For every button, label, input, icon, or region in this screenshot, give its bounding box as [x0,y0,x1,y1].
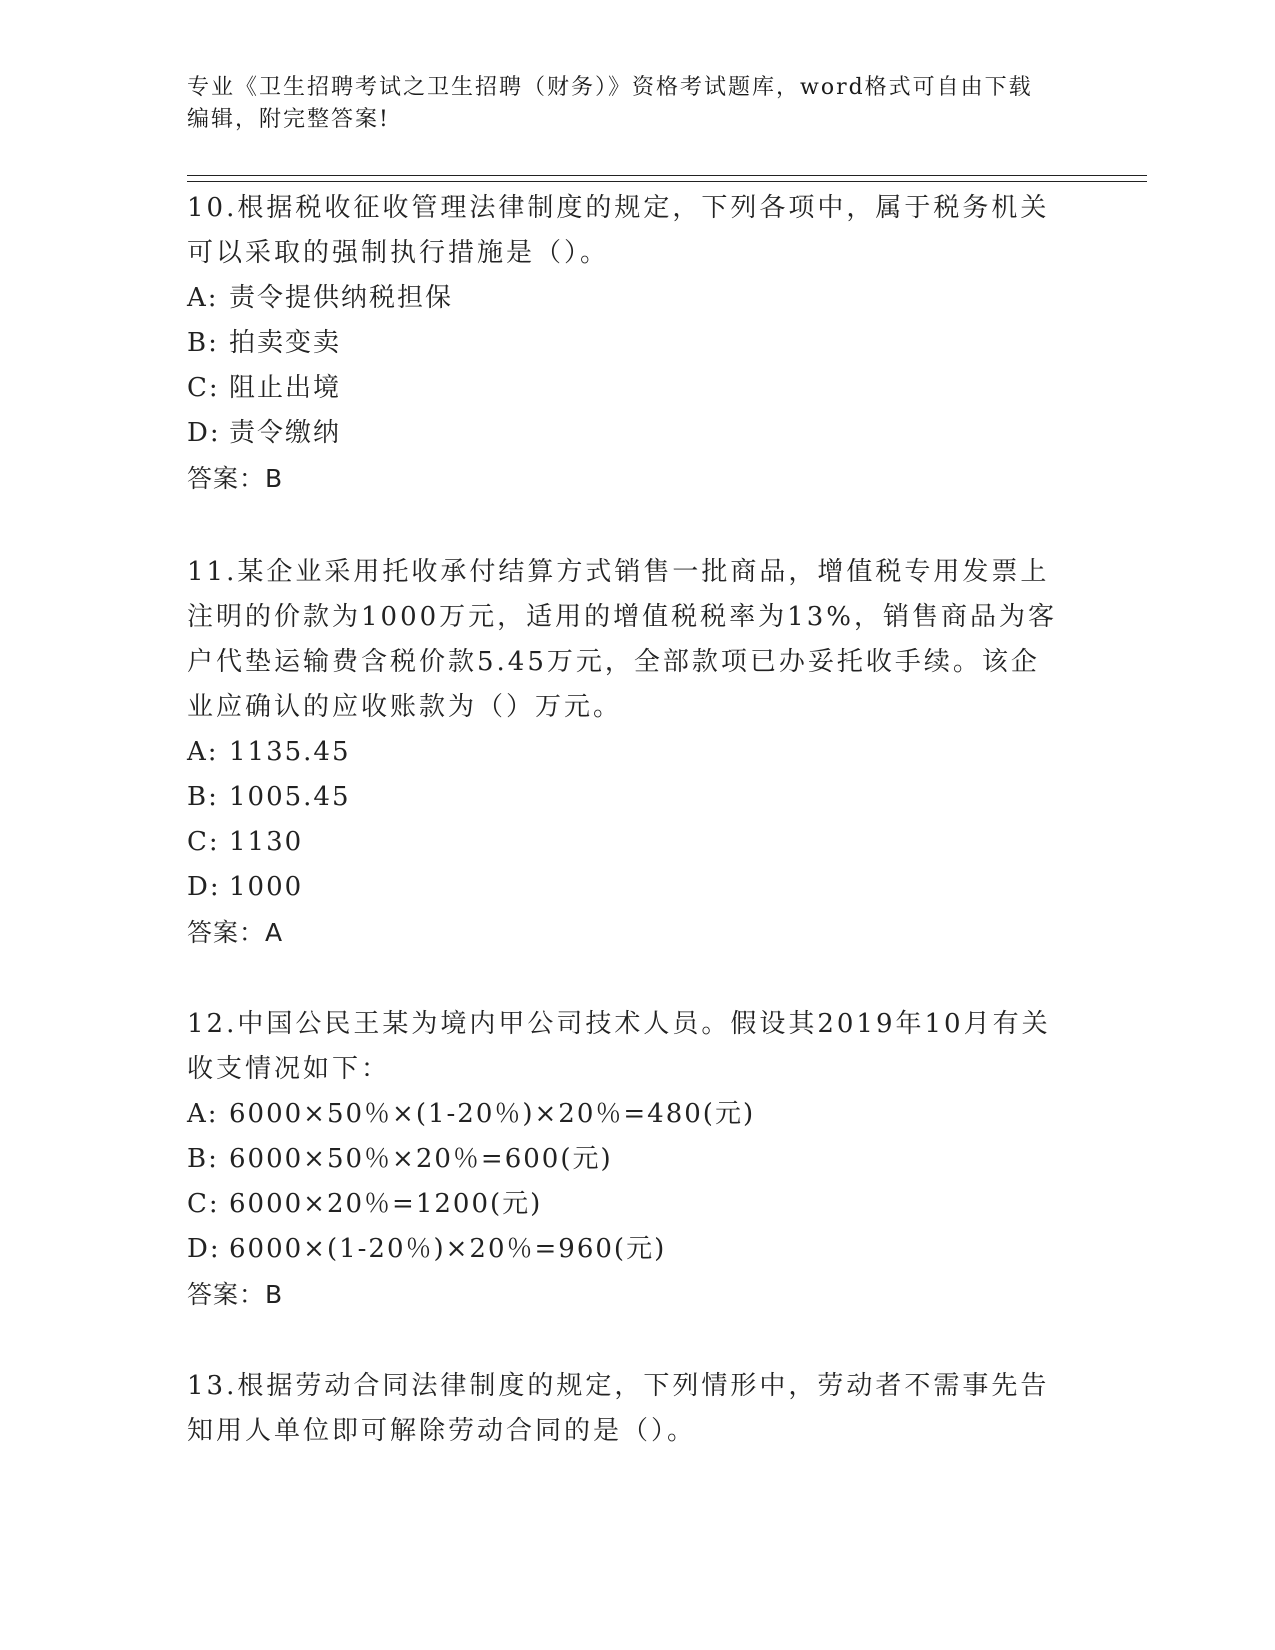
option-letter: C: [187,1189,220,1219]
option-text: 1000 [229,872,304,902]
option-text: 6000×20％=1200(元) [229,1189,543,1219]
option-letter: A: [187,283,219,313]
question-10 [187,186,1067,501]
option-text: 6000×50％×(1-20％)×20％=480(元) [229,1099,756,1129]
question-stem: 13.根据劳动合同法律制度的规定，下列情形中，劳动者不需事先告知用人单位即可解除劳动合同的是（）。 [187,1371,1050,1446]
answer-label: 答案：A [187,918,284,947]
header-divider-bottom [187,181,1147,182]
option-text: 6000×50％×20％=600(元) [229,1144,613,1174]
question-11 [187,550,1067,955]
option-text: 拍卖变卖 [229,328,342,358]
option-b [187,775,1067,820]
question-12 [187,1002,1067,1317]
option-d [187,1227,1067,1272]
option-text: 1135.45 [229,737,351,767]
option-letter: B: [187,782,219,812]
option-text: 责令缴纳 [229,418,342,448]
option-text: 6000×(1-20％)×20％=960(元) [229,1234,667,1264]
option-a [187,1092,1067,1137]
document-header [187,72,1067,136]
header-line-2: 编辑，附完整答案! [187,107,390,132]
answer-label: 答案：B [187,464,284,493]
option-text: 1005.45 [229,782,351,812]
option-c [187,1182,1067,1227]
header-divider-top [187,175,1147,176]
header-line-1: 专业《卫生招聘考试之卫生招聘（财务）》资格考试题库，word格式可自由下载 [187,75,1033,100]
option-text: 1130 [229,827,304,857]
option-b [187,321,1067,366]
option-letter: C: [187,373,220,403]
answer-label: 答案：B [187,1280,284,1309]
question-stem: 12.中国公民王某为境内甲公司技术人员。假设其2019年10月有关收支情况如下： [187,1009,1051,1084]
option-letter: D: [187,1234,221,1264]
option-text: 责令提供纳税担保 [229,283,454,313]
option-c [187,820,1067,865]
question-stem: 10.根据税收征收管理法律制度的规定，下列各项中，属于税务机关可以采取的强制执行措施是（）。 [187,193,1050,268]
option-c [187,366,1067,411]
option-letter: D: [187,418,221,448]
question-13 [187,1364,1067,1454]
option-letter: B: [187,1144,219,1174]
option-a [187,276,1067,321]
option-a [187,730,1067,775]
option-letter: A: [187,737,219,767]
option-b [187,1137,1067,1182]
option-d [187,411,1067,456]
option-letter: A: [187,1099,219,1129]
option-letter: B: [187,328,219,358]
option-letter: C: [187,827,220,857]
question-stem: 11.某企业采用托收承付结算方式销售一批商品，增值税专用发票上注明的价款为1000万元，适用的增值税税率为13%，销售商品为客户代垫运输费含税价款5.45万元，全部款项已办妥托收手续。该企业应确认的应收账款为（）万元。 [187,557,1057,722]
option-letter: D: [187,872,221,902]
option-text: 阻止出境 [229,373,342,403]
option-d [187,865,1067,910]
